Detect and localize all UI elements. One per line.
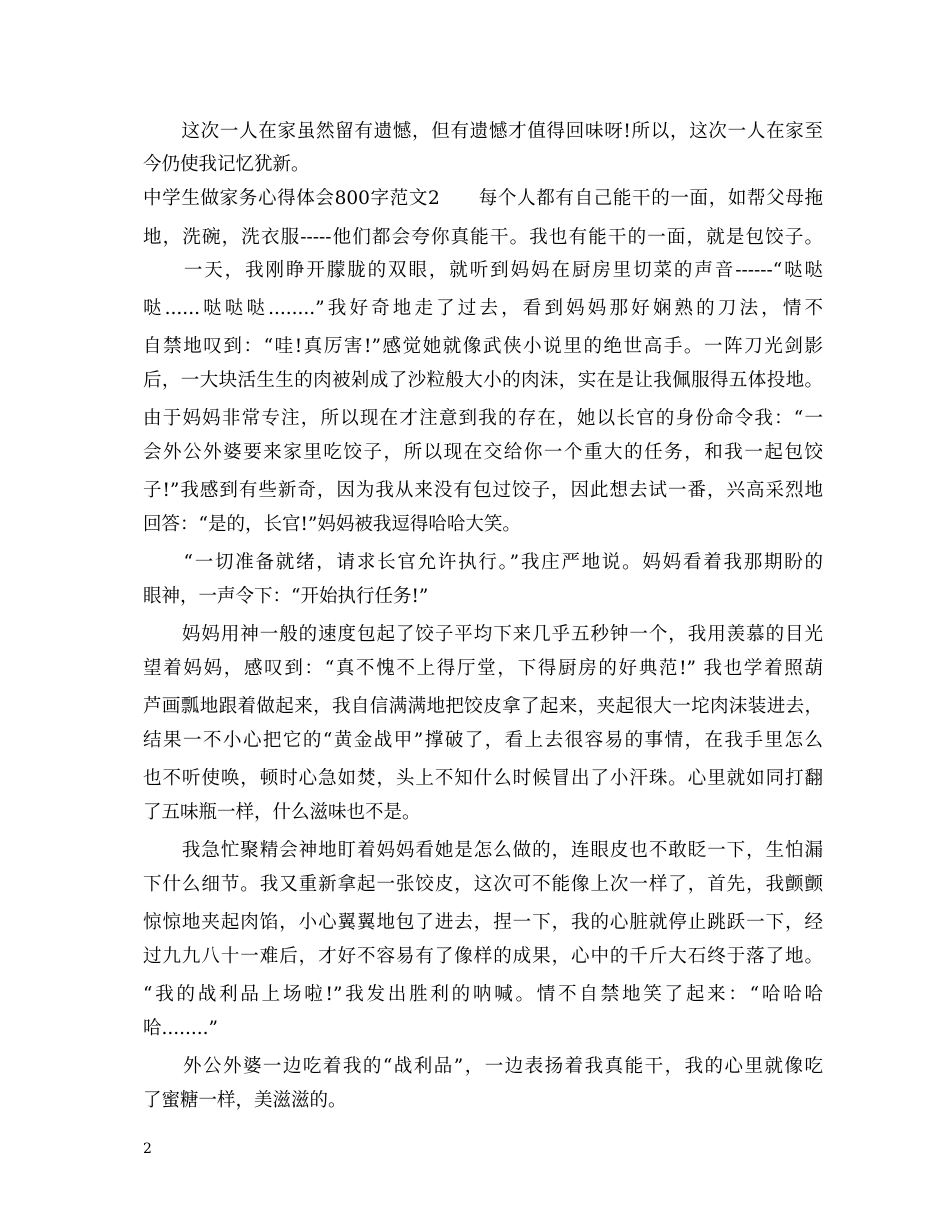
text-line: “一切准备就绪，请求长官允许执行。”我庄严地说。妈妈看着我那期盼的 bbox=[143, 552, 823, 573]
text-line: 我急忙聚精会神地盯着妈妈看她是怎么做的，连眼皮也不敢眨一下，生怕漏 bbox=[143, 840, 823, 861]
text-line: 望着妈妈，感叹到：“真不愧不上得厅堂，下得厨房的好典范!” 我也学着照葫 bbox=[143, 658, 823, 679]
text-line: 下什么细节。我又重新拿起一张饺皮，这次可不能像上次一样了，首先，我颤颤 bbox=[143, 874, 823, 895]
text-line: 子!”我感到有些新奇，因为我从来没有包过饺子，因此想去试一番，兴高采烈地 bbox=[143, 480, 823, 501]
text-line: 过九九八十一难后，才好不容易有了像样的成果，心中的千斤大石终于落了地。 bbox=[143, 946, 823, 967]
text-line: 回答：“是的，长官!”妈妈被我逗得哈哈大笑。 bbox=[143, 514, 521, 535]
text-line: 后，一大块活生生的肉被剁成了沙粒般大小的肉沫，实在是让我佩服得五体投地。 bbox=[143, 370, 823, 391]
text-line: 惊惊地夹起肉馅，小心翼翼地包了进去，捏一下，我的心脏就停止跳跃一下，经 bbox=[143, 912, 823, 933]
text-line: 了五味瓶一样，什么滋味也不是。 bbox=[143, 802, 421, 823]
text-line: 也不听使唤，顿时心急如焚，头上不知什么时候冒出了小汗珠。心里就如同打翻 bbox=[143, 768, 823, 789]
text-line: 眼神，一声令下：“开始执行任务!” bbox=[143, 586, 429, 607]
text-line: 结果一不小心把它的“黄金战甲”撑破了，看上去很容易的事情，在我手里怎么 bbox=[143, 730, 823, 751]
text-line: 妈妈用神一般的速度包起了饺子平均下来几乎五秒钟一个，我用羡慕的目光 bbox=[143, 624, 823, 645]
text-line: 今仍使我记忆犹新。 bbox=[143, 154, 310, 175]
text-line: 中学生做家务心得体会800字范文2 每个人都有自己能干的一面，如帮父母拖 bbox=[143, 188, 823, 209]
text-line: 由于妈妈非常专注，所以现在才注意到我的存在，她以长官的身份命令我：“一 bbox=[143, 408, 823, 429]
text-line: 一天，我刚睁开朦胧的双眼，就听到妈妈在厨房里切菜的声音------“哒哒 bbox=[143, 260, 823, 281]
text-line: 了蜜糖一样，美滋滋的。 bbox=[143, 1090, 347, 1111]
text-line: 外公外婆一边吃着我的“战利品”，一边表扬着我真能干，我的心里就像吃 bbox=[143, 1056, 823, 1077]
text-line: 这次一人在家虽然留有遗憾，但有遗憾才值得回味呀!所以，这次一人在家至 bbox=[143, 121, 823, 142]
text-line: 芦画瓢地跟着做起来，我自信满满地把饺皮拿了起来，夹起很大一坨肉沫装进去， bbox=[143, 696, 823, 717]
text-line: 哈........” bbox=[143, 1018, 219, 1039]
text-line: 会外公外婆要来家里吃饺子，所以现在交给你一个重大的任务，和我一起包饺 bbox=[143, 442, 823, 463]
text-line: “我的战利品上场啦!”我发出胜利的呐喊。情不自禁地笑了起来：“哈哈哈 bbox=[143, 984, 823, 1005]
page-number: 2 bbox=[143, 1141, 152, 1157]
text-line: 地，洗碗，洗衣服-----他们都会夸你真能干。我也有能干的一面，就是包饺子。 bbox=[143, 227, 823, 248]
text-line: 自禁地叹到：“哇!真厉害!”感觉她就像武侠小说里的绝世高手。一阵刀光剑影 bbox=[143, 336, 823, 357]
text-line: 哒......哒哒哒........”我好奇地走了过去，看到妈妈那好娴熟的刀法，情不 bbox=[143, 298, 823, 319]
